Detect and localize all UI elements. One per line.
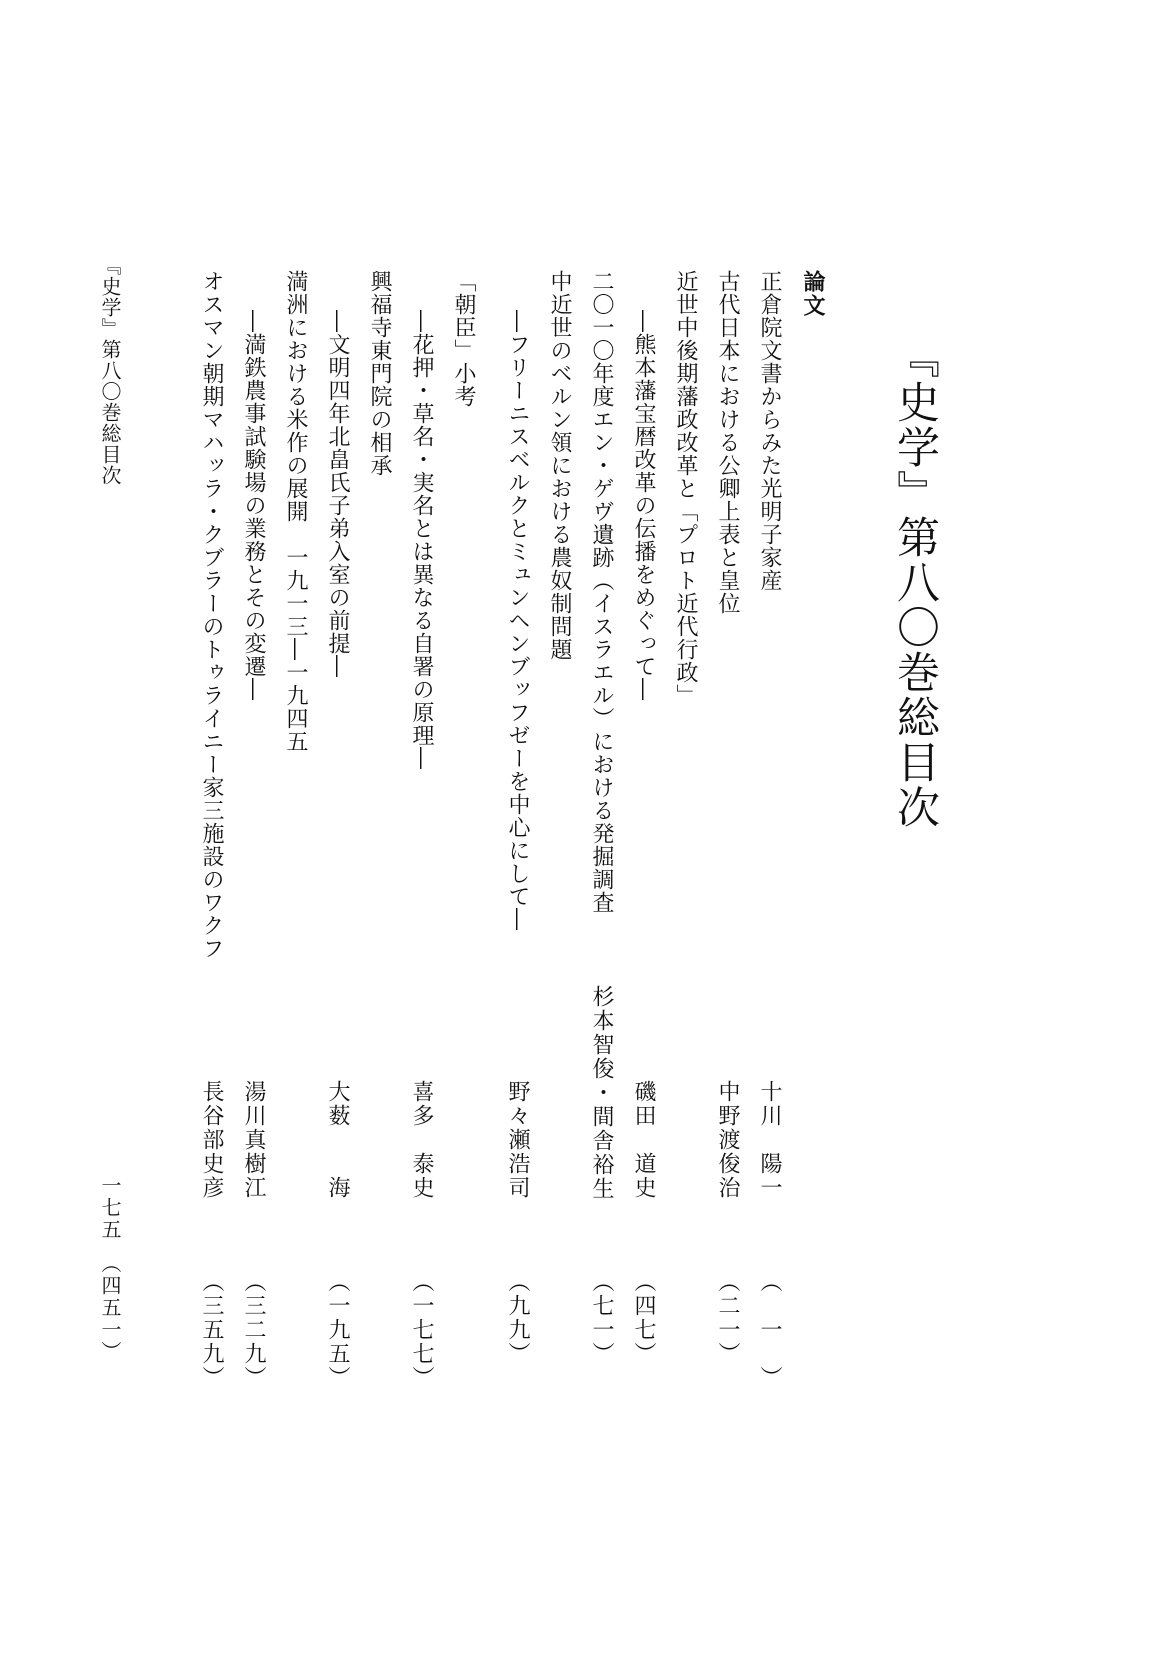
article-page-ref: （四七） (631, 1270, 656, 1366)
article-author: 杉本智俊・間舎裕生 (589, 985, 614, 1201)
article-page-ref: （一七七） (409, 1270, 434, 1390)
article-title: 古代日本における公卿上表と皇位 (715, 270, 740, 615)
article-title: 正倉院文書からみた光明子家産 (757, 270, 782, 592)
article-subtitle: ―熊本藩宝暦改革の伝播をめぐって― (631, 310, 656, 701)
article-subtitle: ―フリーニスベルクとミュンヘンブッフゼーを中心にして― (505, 310, 530, 931)
article-page-ref: （ 一 ） (757, 1270, 782, 1390)
page-title: 『史学』第八〇巻総目次 (890, 335, 940, 830)
article-page-ref: （一九五） (325, 1270, 350, 1390)
article-subtitle: ―満鉄農事試験場の業務とその変遷― (241, 310, 266, 701)
article-title: 二〇一〇年度エン・ゲヴ遺跡（イスラエル）における発掘調査 (589, 270, 614, 914)
article-subtitle: ―文明四年北畠氏子弟入室の前提― (325, 310, 350, 678)
article-author: 湯川真樹江 (241, 1080, 266, 1200)
article-title: オスマン朝期マハッラ・クブラーのトゥライニー家三施設のワクフ (199, 270, 224, 960)
article-page-ref: （九九） (505, 1270, 530, 1366)
section-heading: 論文 (800, 270, 826, 318)
article-title: 満洲における米作の展開 一九一三―一九四五 (283, 270, 308, 753)
article-author: 野々瀬浩司 (505, 1080, 530, 1200)
article-author: 磯田 道史 (631, 1080, 656, 1200)
page-number: 一七五 （四五一） (98, 1175, 122, 1363)
article-page-ref: （三二九） (241, 1270, 266, 1390)
running-title: 『史学』第八〇巻総目次 (98, 255, 122, 486)
article-author: 長谷部史彦 (199, 1080, 224, 1200)
article-author: 大薮 海 (325, 1080, 350, 1200)
article-author: 十川 陽一 (757, 1080, 782, 1200)
article-page-ref: （三五九） (199, 1270, 224, 1390)
article-author: 喜多 泰史 (409, 1080, 434, 1200)
article-title: 中近世のベルン領における農奴制問題 (547, 270, 572, 661)
article-page-ref: （七一） (589, 1270, 614, 1366)
article-title: 「朝臣」小考 (451, 270, 476, 408)
article-title: 興福寺東門院の相承 (367, 270, 392, 477)
article-title: 近世中後期藩政改革と「プロト近代行政」 (673, 270, 698, 707)
article-page-ref: （二一） (715, 1270, 740, 1366)
article-author: 中野渡俊治 (715, 1080, 740, 1200)
article-subtitle: ―花押・草名・実名とは異なる自署の原理― (409, 310, 434, 770)
